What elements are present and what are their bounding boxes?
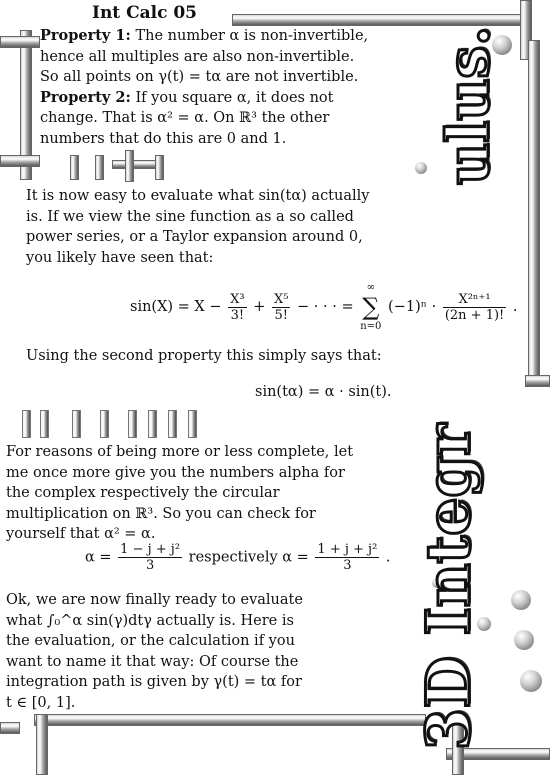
- post-4: [100, 410, 109, 438]
- top-right-bar: [232, 14, 522, 26]
- post-7: [168, 410, 177, 438]
- mid-deco-post1: [70, 155, 79, 180]
- paragraph-second-property: Using the second property this simply says that:: [26, 348, 382, 364]
- post-8: [188, 410, 197, 438]
- side-title-top: ulus.: [434, 25, 502, 185]
- paragraph-evaluate: Ok, we are now finally ready to evaluate what ∫₀^α sin(γ)dtγ actually is. Here is the evaluation, or the calculation if you want to name it that way: Of course the integration path is given by γ(t) = tα for t ∈ [0, 1].: [6, 592, 303, 711]
- mid-deco-post3: [125, 150, 134, 182]
- property-block: [40, 26, 375, 149]
- sphere-5: [514, 630, 534, 650]
- post-1: [22, 410, 31, 438]
- paragraph-taylor: It is now easy to evaluate what sin(tα) actually is. If we view the sine function as a so called power series, or a Taylor expansion around 0, you likely have seen that:: [26, 188, 370, 266]
- sphere-6: [520, 670, 542, 692]
- sphere-2: [415, 162, 427, 174]
- property-1-label: Property 1:: [40, 27, 131, 44]
- page-title: Int Calc 05: [92, 3, 198, 23]
- bottom-bar: [34, 714, 426, 726]
- mid-deco-post4: [155, 155, 164, 180]
- property-2-text: If you square α, it does not change. That is α² = α. On ℝ³ the other numbers that do this are 0 and 1.: [40, 89, 334, 147]
- left-top-bar: [0, 36, 40, 48]
- right-long-post: [528, 40, 540, 380]
- bottom-left-post: [36, 714, 48, 775]
- mid-deco-post2: [95, 155, 104, 180]
- post-6: [148, 410, 157, 438]
- side-title-bottom: 3D Integr: [414, 424, 484, 750]
- equation-sin-t-alpha: sin(tα) = α · sin(t).: [255, 384, 392, 400]
- post-5: [128, 410, 137, 438]
- post-3: [72, 410, 81, 438]
- left-mid-bar: [0, 155, 40, 167]
- post-2: [40, 410, 49, 438]
- paragraph-alpha-numbers: For reasons of being more or less complete, let me once more give you the numbers alpha for the complex respectively the circular multiplication on ℝ³. So you can check for yourself that α² = α.: [6, 444, 354, 542]
- equation-alpha: α = $\frac{\text{1 − j + j²}}{3}$ respectively α = $\frac{\text{1 + j + j²}}{3}$ .: [85, 542, 391, 573]
- sphere-3: [511, 590, 531, 610]
- property-1-text: The number α is non-invertible, hence all multiples are also non-invertible. So all points on γ(t) = tα are not invertible.: [40, 28, 369, 85]
- right-mid-bar: [525, 375, 550, 387]
- property-2-label: Property 2:: [40, 88, 131, 106]
- bottom-left-stub: [0, 722, 20, 734]
- equation-taylor: sin(X) = X − $\frac{\text{X³}}{3!}$ + $\frac{\text{X⁵}}{5!}$ − · · · = ∞ ∑ n=0 (−1)ⁿ · $\frac{\text{X²ⁿ⁺¹}}{(2n + 1)!}$ .: [130, 282, 518, 332]
